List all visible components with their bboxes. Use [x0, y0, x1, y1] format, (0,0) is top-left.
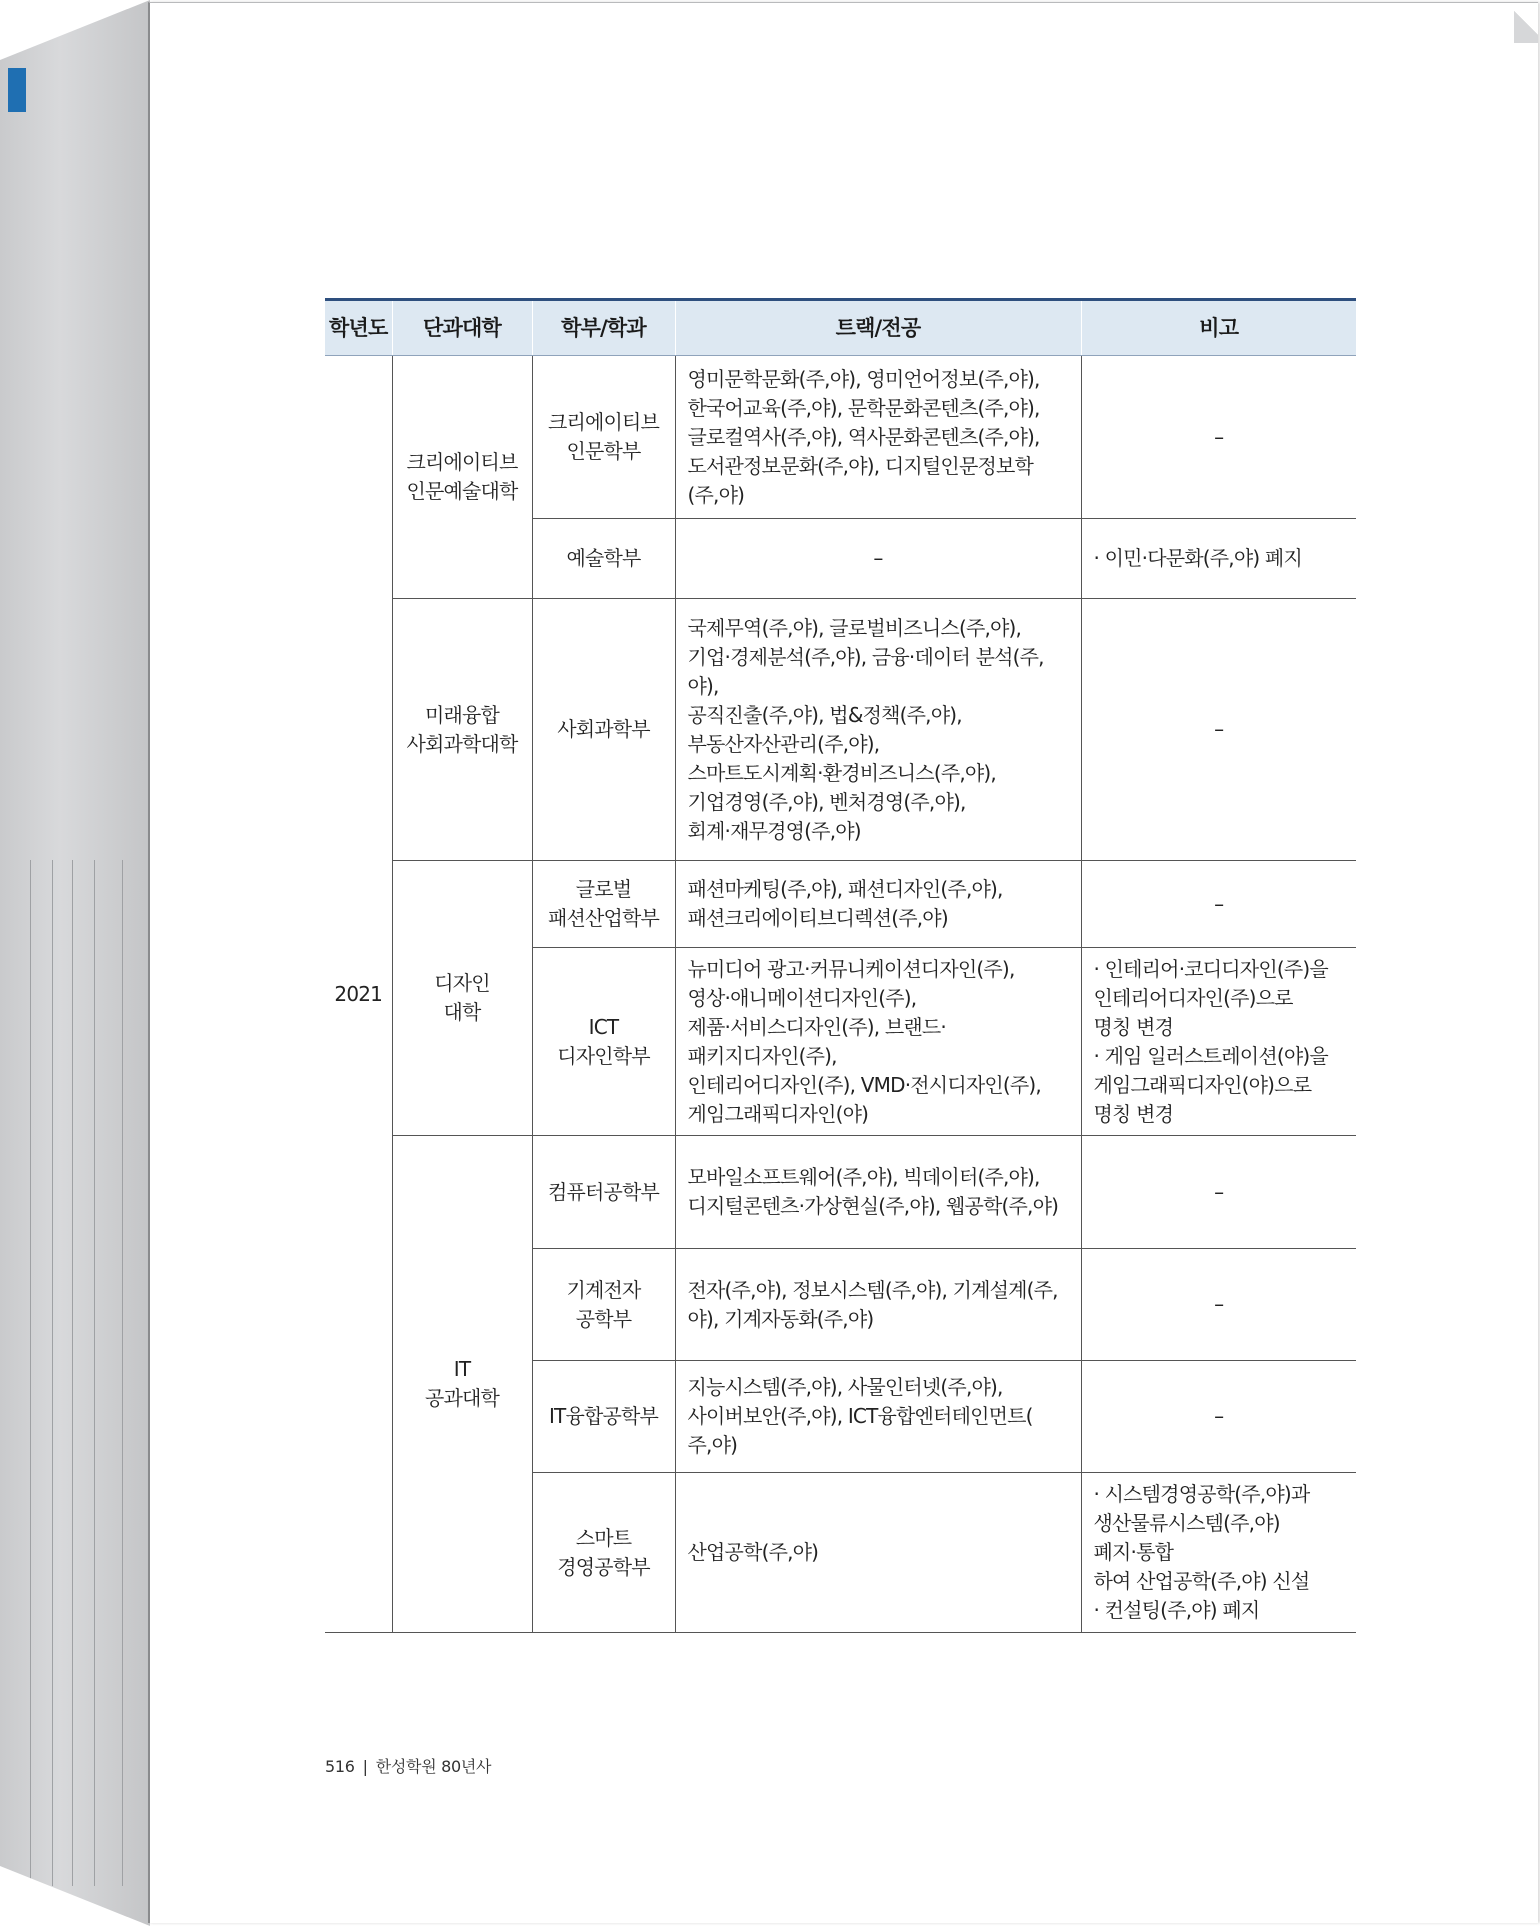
text-line: 국제무역(주,야), 글로벌비즈니스(주,야), — [687, 615, 1022, 640]
text-line: – — [1214, 424, 1224, 449]
text-line: 공학부 — [575, 1306, 632, 1331]
text-line: 영미문학문화(주,야), 영미언어정보(주,야), — [687, 366, 1040, 391]
text-line: 기업경영(주,야), 벤처경영(주,야), — [687, 789, 966, 814]
note-line: 인테리어디자인(주)으로 — [1093, 985, 1293, 1010]
text-line: (주,야) — [687, 482, 745, 507]
department-cell — [532, 1361, 675, 1473]
table-body — [325, 356, 1356, 1633]
note-line: 생산물류시스템(주,야) — [1093, 1511, 1280, 1535]
text-line: 패션크리에이티브디렉션(주,야) — [687, 906, 948, 930]
note-line: · 이민·다문화(주,야) 폐지 — [1093, 546, 1302, 570]
book-page-stack — [0, 0, 150, 1926]
college-cell — [392, 1136, 532, 1633]
track-cell — [675, 948, 1081, 1136]
text-line: 컴퓨터공학부 — [547, 1179, 660, 1204]
note-line: · 시스템경영공학(주,야)과 — [1093, 1482, 1310, 1506]
text-line: 영상·애니메이션디자인(주), — [687, 985, 917, 1010]
table-row — [325, 356, 1356, 519]
note-cell — [1081, 1249, 1356, 1361]
note-line: 하여 산업공학(주,야) 신설 — [1093, 1569, 1310, 1593]
header-college: 단과대학 — [392, 300, 532, 356]
text-line: 야), 기계자동화(주,야) — [687, 1306, 874, 1331]
track-cell — [675, 1249, 1081, 1361]
note-line: 명칭 변경 — [1093, 1101, 1174, 1126]
text-line: – — [1214, 1292, 1224, 1316]
text-line: 사회과학부 — [557, 717, 650, 741]
track-cell — [675, 519, 1081, 599]
note-cell — [1081, 1473, 1356, 1633]
department-cell — [532, 599, 675, 861]
department-cell — [532, 948, 675, 1136]
page-footer — [325, 1754, 491, 1777]
text-line: 크리에이티브 — [547, 410, 660, 434]
track-cell — [675, 1473, 1081, 1633]
text-line: 사이버보안(주,야), ICT융합엔터테인먼트( — [687, 1404, 1033, 1428]
department-cell — [532, 519, 675, 599]
table-header-row — [325, 300, 1356, 356]
text-line: 인문예술대학 — [406, 479, 518, 503]
text-line: – — [1214, 717, 1224, 741]
text-line: 글로컬역사(주,야), 역사문화콘텐츠(주,야), — [687, 424, 1040, 449]
text-line: 예술학부 — [566, 546, 641, 570]
table-row — [325, 1136, 1356, 1249]
text-line: 전자(주,야), 정보시스템(주,야), 기계설계(주, — [687, 1277, 1058, 1302]
text-line: 도서관정보문화(주,야), 디지털인문정보학 — [687, 453, 1034, 478]
note-cell — [1081, 1361, 1356, 1473]
note-cell — [1081, 519, 1356, 599]
note-line: · 게임 일러스트레이션(야)을 — [1093, 1043, 1328, 1068]
note-line: 명칭 변경 — [1093, 1014, 1174, 1039]
chapter-tab — [8, 68, 26, 112]
text-line: 산업공학(주,야) — [687, 1540, 819, 1564]
department-cell — [532, 1136, 675, 1249]
note-cell — [1081, 948, 1356, 1136]
text-line: – — [1214, 1179, 1224, 1204]
department-cell — [532, 861, 675, 948]
note-cell — [1081, 599, 1356, 861]
header-department: 학부/학과 — [532, 300, 675, 356]
text-line: 디자인 — [434, 971, 490, 995]
text-line: 야), — [687, 673, 719, 698]
text-line: 공직진출(주,야), 법&정책(주,야), — [687, 702, 962, 727]
text-line: 공과대학 — [424, 1386, 500, 1410]
department-cell — [532, 1249, 675, 1361]
note-line: 폐지·통합 — [1093, 1540, 1174, 1564]
text-line: IT융합공학부 — [548, 1404, 659, 1428]
text-line: 뉴미디어 광고·커뮤니케이션디자인(주), — [687, 956, 1015, 981]
text-line: 주,야) — [687, 1433, 738, 1457]
note-line: 게임그래픽디자인(야)으로 — [1093, 1072, 1312, 1097]
text-line: 모바일소프트웨어(주,야), 빅데이터(주,야), — [687, 1165, 1040, 1189]
note-cell — [1081, 1136, 1356, 1249]
header-year: 학년도 — [325, 300, 392, 356]
text-line: IT — [453, 1357, 471, 1381]
text-line: 인테리어디자인(주), VMD·전시디자인(주), — [687, 1072, 1041, 1097]
page-number: 516 — [325, 1757, 355, 1776]
note-cell — [1081, 356, 1356, 519]
text-line: 게임그래픽디자인(야) — [687, 1101, 869, 1126]
text-line: 패션산업학부 — [547, 906, 660, 930]
text-line: 패키지디자인(주), — [687, 1043, 837, 1068]
note-cell — [1081, 861, 1356, 948]
department-cell — [532, 1473, 675, 1633]
text-line: – — [873, 546, 883, 570]
text-line: 크리에이티브 — [406, 450, 518, 474]
text-line: 회계·재무경영(주,야) — [687, 818, 861, 843]
note-line: · 인테리어·코디디자인(주)을 — [1093, 956, 1328, 981]
track-cell — [675, 861, 1081, 948]
text-line: 지능시스템(주,야), 사물인터넷(주,야), — [687, 1375, 1003, 1399]
text-line: 한국어교육(주,야), 문학문화콘텐츠(주,야), — [687, 395, 1040, 420]
text-line: 부동산자산관리(주,야), — [687, 731, 880, 756]
text-line: 경영공학부 — [557, 1554, 650, 1579]
text-line: 글로벌 — [575, 877, 632, 901]
text-line: 스마트 — [575, 1525, 632, 1550]
college-cell — [392, 599, 532, 861]
table-row — [325, 861, 1356, 948]
text-line: 기계전자 — [566, 1277, 641, 1302]
text-line: – — [1214, 891, 1224, 916]
text-line: 미래융합 — [424, 702, 500, 727]
curriculum-table — [325, 298, 1356, 1633]
college-cell — [392, 861, 532, 1136]
book-title: 한성학원 80년사 — [375, 1757, 492, 1776]
text-line: 기업·경제분석(주,야), 금융·데이터 분석(주, — [687, 644, 1044, 669]
track-cell — [675, 1136, 1081, 1249]
text-line: ICT — [588, 1014, 619, 1039]
text-line: 스마트도시계획·환경비즈니스(주,야), — [687, 760, 996, 785]
text-line: 사회과학대학 — [406, 731, 518, 756]
text-line: 제품·서비스디자인(주), 브랜드· — [687, 1014, 946, 1039]
track-cell — [675, 599, 1081, 861]
footer-separator: | — [362, 1757, 368, 1776]
college-cell — [392, 356, 532, 599]
text-line: 디지털콘텐츠·가상현실(주,야), 웹공학(주,야) — [687, 1194, 1059, 1218]
text-line: 인문학부 — [566, 439, 641, 463]
year-cell: 2021 — [325, 356, 392, 1633]
header-note: 비고 — [1081, 300, 1356, 356]
note-line: · 컨설팅(주,야) 폐지 — [1093, 1598, 1260, 1622]
track-cell — [675, 1361, 1081, 1473]
track-cell — [675, 356, 1081, 519]
department-cell — [532, 356, 675, 519]
table-row — [325, 599, 1356, 861]
text-line: 대학 — [443, 1000, 481, 1024]
header-track: 트랙/전공 — [675, 300, 1081, 356]
text-line: – — [1214, 1404, 1224, 1428]
text-line: 디자인학부 — [557, 1043, 650, 1068]
text-line: 패션마케팅(주,야), 패션디자인(주,야), — [687, 877, 1003, 901]
